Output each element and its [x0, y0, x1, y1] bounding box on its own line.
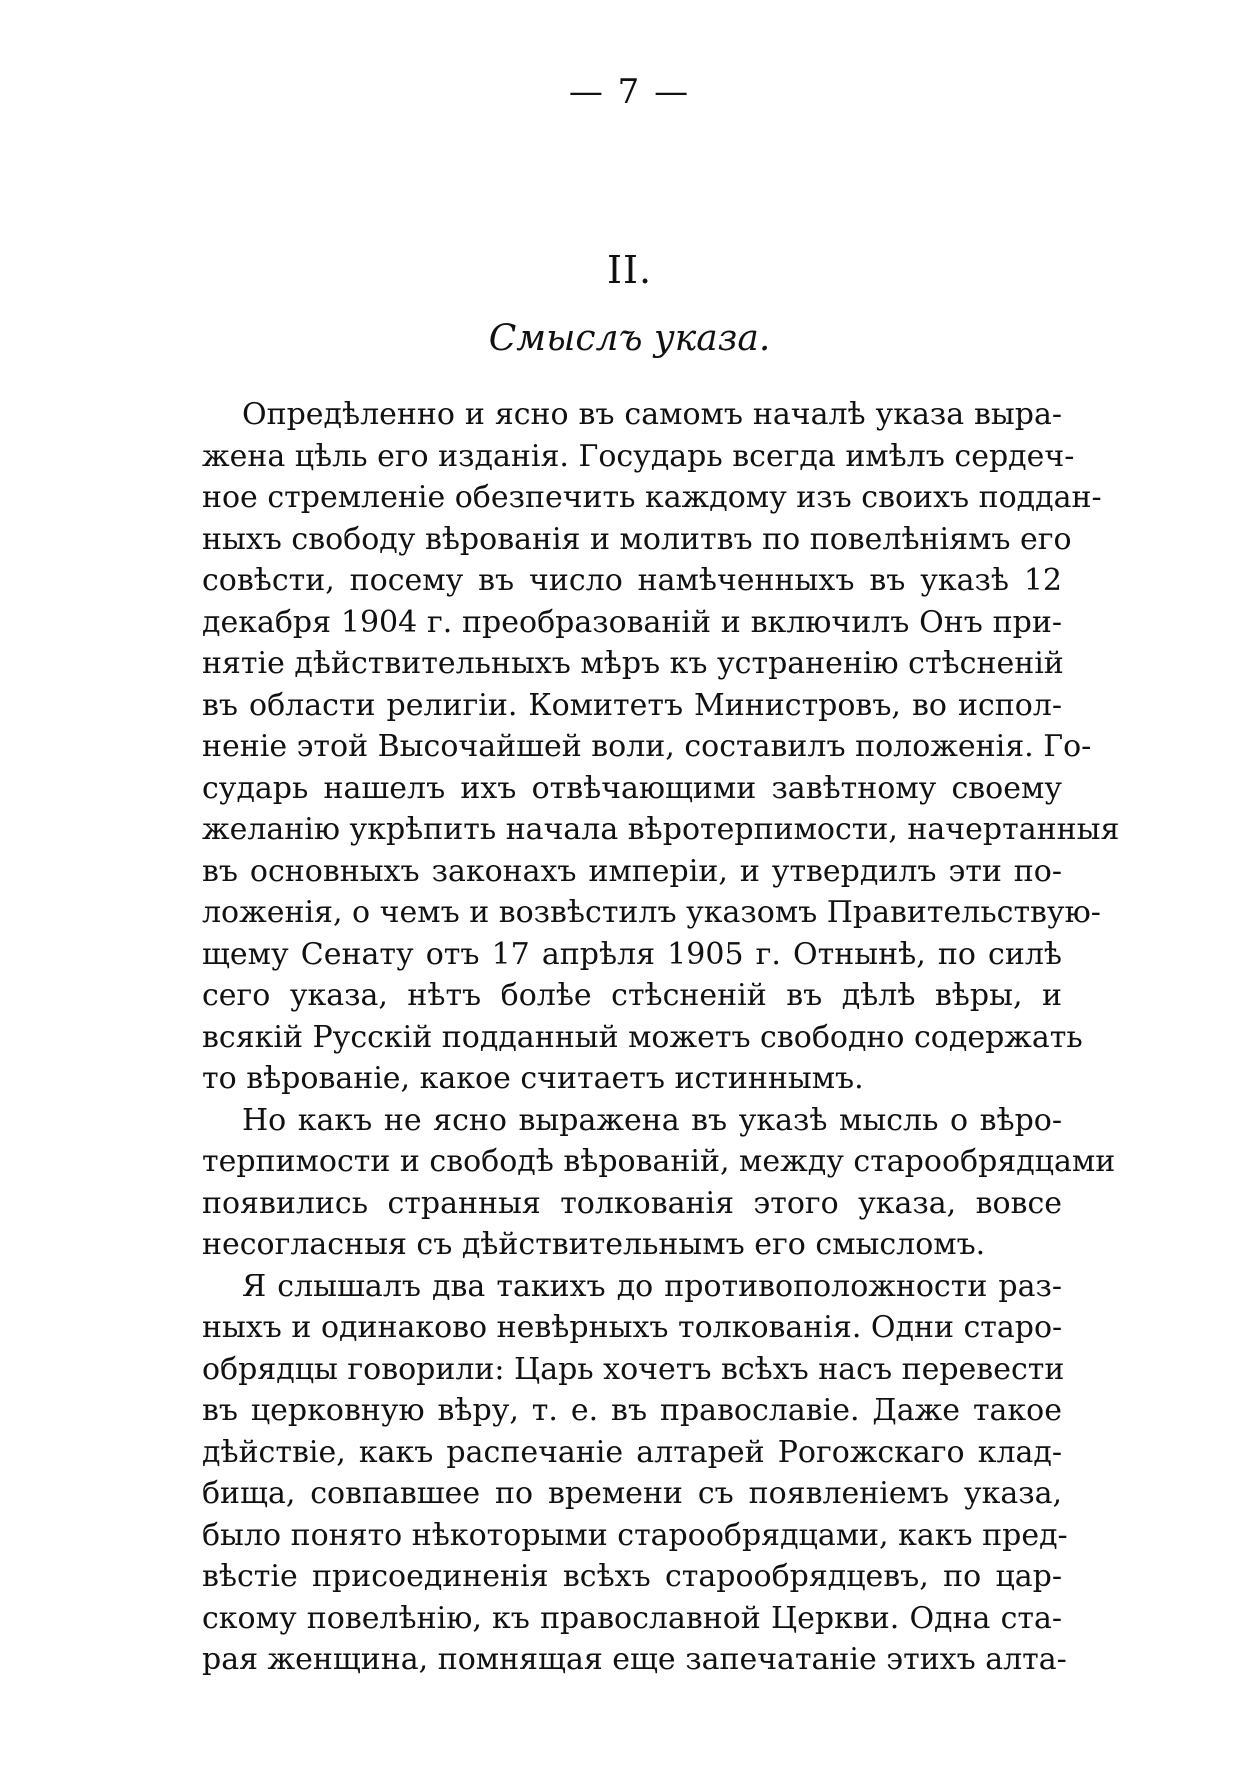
- page-number: — 7 —: [568, 72, 691, 112]
- text-line: совѣсти, посему въ число намѣченныхъ въ указѣ 12: [202, 563, 1062, 598]
- text-line: нятіе дѣйствительныхъ мѣръ къ устраненію стѣсненій: [202, 646, 1064, 681]
- text-line: щему Сенату отъ 17 апрѣля 1905 г. Отнынѣ, по силѣ: [202, 936, 1062, 972]
- text-line: Но какъ не ясно выражена въ указѣ мысль о вѣро-: [242, 1102, 1062, 1138]
- text-line: жена цѣль его изданія. Государь всегда имѣлъ сердеч-: [202, 438, 1075, 474]
- text-line: сего указа, нѣтъ болѣе стѣсненій въ дѣлѣ вѣры, и: [202, 978, 1062, 1013]
- section-number: II.: [606, 248, 653, 292]
- text-line: Опредѣленно и ясно въ самомъ началѣ указа выра-: [242, 397, 1062, 432]
- text-line: ныхъ и одинаково невѣрныхъ толкованія. Одни старо-: [202, 1310, 1063, 1345]
- section-title: Смыслъ указа.: [488, 318, 771, 359]
- text-line: въ церковную вѣру, т. е. въ православіе. Даже такое: [202, 1393, 1062, 1428]
- body-text: [202, 394, 1120, 1681]
- text-line: дѣйствіе, какъ распечаніе алтарей Рогожскаго клад-: [202, 1434, 1062, 1470]
- text-line: Я слышалъ два такихъ до противоположности раз-: [242, 1268, 1062, 1304]
- text-line: желанію укрѣпить начала вѣротерпимости, начертанныя: [202, 812, 1120, 847]
- text-line: декабря 1904 г. преобразованій и включилъ Онъ при-: [202, 604, 1062, 640]
- text-line: ное стремленіе обезпечить каждому изъ своихъ поддан-: [202, 480, 1102, 515]
- text-line: несогласныя съ дѣйствительнымъ его смысломъ.: [202, 1227, 986, 1262]
- text-line: сударь нашелъ ихъ отвѣчающими завѣтному своему: [202, 770, 1062, 806]
- text-line: то вѣрованіе, какое считаетъ истиннымъ.: [202, 1061, 864, 1096]
- text-line: ложенія, о чемъ и возвѣстилъ указомъ Правительствую-: [202, 895, 1101, 930]
- text-line: рая женщина, помнящая еще запечатаніе этихъ алта-: [202, 1642, 1067, 1677]
- text-line: появились странныя толкованія этого указа, вовсе: [202, 1185, 1062, 1221]
- text-line: неніе этой Высочайшей воли, составилъ положенія. Го-: [202, 729, 1092, 764]
- text-line: было понято нѣкоторыми старообрядцами, какъ пред-: [202, 1517, 1068, 1553]
- text-line: въ области религіи. Комитетъ Министровъ, во испол-: [202, 687, 1062, 723]
- text-line: скому повелѣнію, къ православной Церкви. Одна ста-: [202, 1600, 1062, 1636]
- text-line: въ основныхъ законахъ имперіи, и утвердилъ эти по-: [202, 853, 1062, 889]
- text-line: всякій Русскій подданный можетъ свободно содержать: [202, 1019, 1083, 1055]
- text-line: вѣстіе присоединенія всѣхъ старообрядцевъ, по цар-: [202, 1559, 1062, 1594]
- text-line: обрядцы говорили: Царь хочетъ всѣхъ насъ перевести: [202, 1351, 1065, 1387]
- text-line: терпимости и свободѣ вѣрованій, между старообрядцами: [202, 1144, 1116, 1179]
- text-line: бища, совпавшее по времени съ появленіемъ указа,: [202, 1476, 1062, 1511]
- text-line: ныхъ свободу вѣрованія и молитвъ по повелѣніямъ его: [202, 521, 1072, 557]
